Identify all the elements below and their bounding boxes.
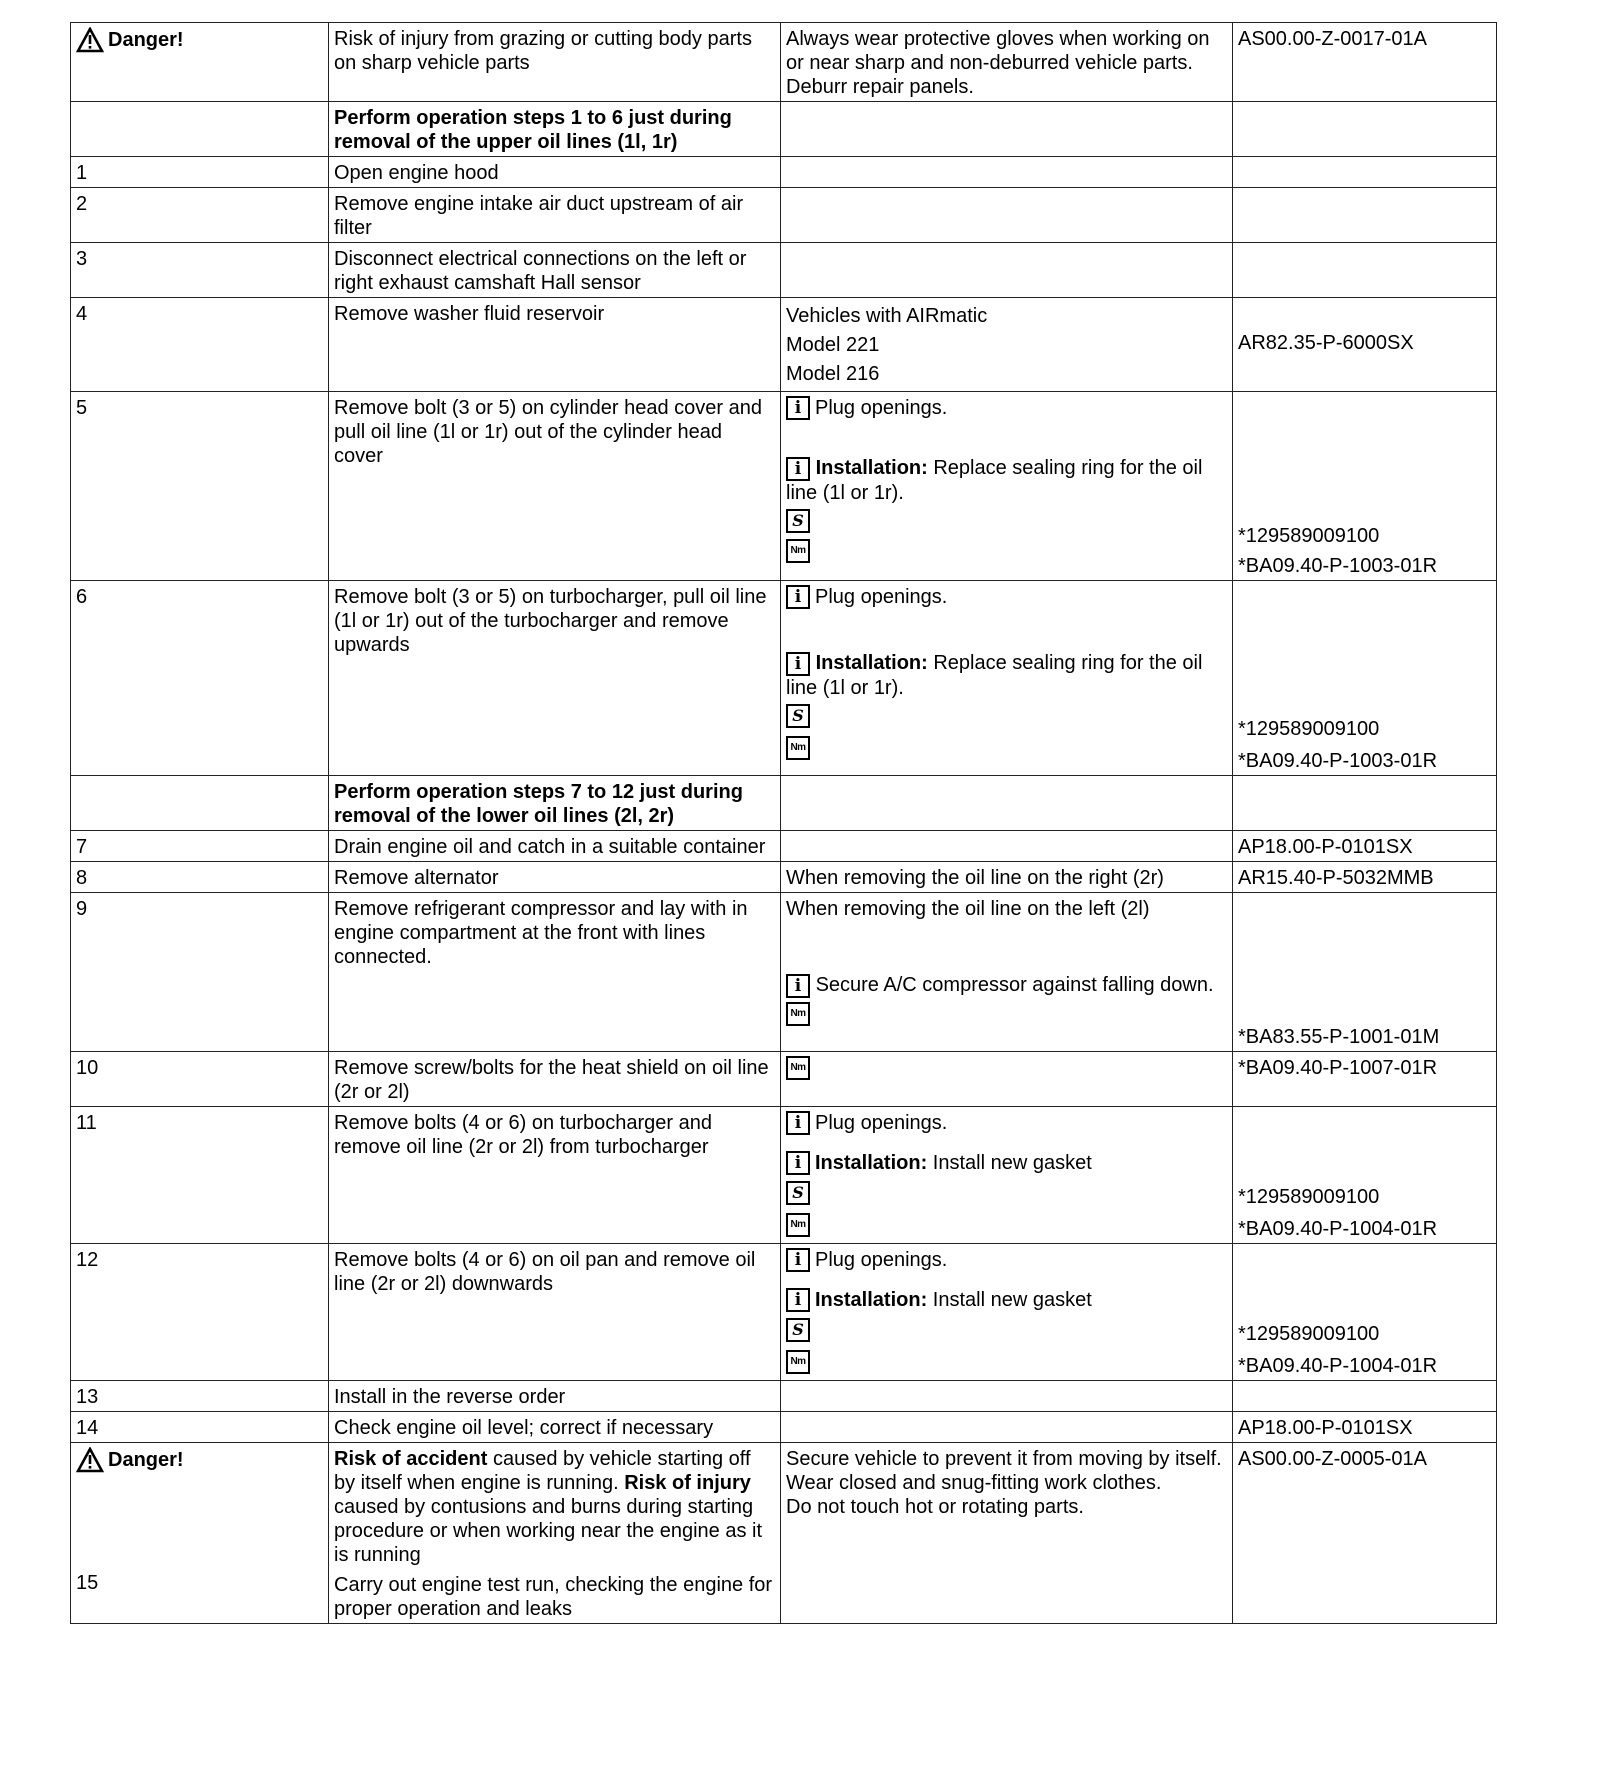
special-tool-icon: S: [786, 509, 810, 533]
step-text: Carry out engine test run, checking the engine for proper operation and leaks: [334, 1574, 773, 1620]
procedure-table: [70, 22, 1497, 1624]
step-text: Disconnect electrical connections on the left or right exhaust camshaft Hall sensor: [334, 248, 747, 294]
table-row: [71, 1052, 1497, 1107]
reference-link[interactable]: *129589009100: [1238, 718, 1380, 740]
reference-link[interactable]: *BA09.40-P-1004-01R: [1238, 1218, 1438, 1240]
installation-text: Install new gasket: [932, 1289, 1092, 1311]
reference-link[interactable]: AS00.00-Z-0005-01A: [1238, 1448, 1428, 1470]
reference-link[interactable]: *129589009100: [1238, 1186, 1380, 1208]
step-number: 13: [76, 1386, 99, 1408]
danger-label: Danger!: [108, 29, 184, 51]
torque-icon: Nm: [786, 736, 810, 760]
info-icon: i: [786, 396, 810, 420]
step-text: Remove washer fluid reservoir: [334, 303, 605, 325]
section-heading: Perform operation steps 7 to 12 just during removal of the lower oil lines (2l, 2r): [334, 781, 743, 827]
note: Wear closed and snug-fitting work clothes.: [786, 1472, 1162, 1494]
risk-bold: Risk of injury: [624, 1472, 751, 1494]
table-row: [71, 893, 1497, 1052]
step-number: 6: [76, 586, 88, 608]
note: Always wear protective gloves when working on or near sharp and non-deburred vehicle parts.: [786, 28, 1210, 74]
info-icon: i: [786, 974, 810, 998]
section-heading: Perform operation steps 1 to 6 just during removal of the upper oil lines (1l, 1r): [334, 107, 732, 153]
info-icon: i: [786, 1288, 810, 1312]
table-row: [71, 1443, 1497, 1624]
risk-bold: Risk of accident: [334, 1448, 488, 1470]
installation-text: Replace sealing ring for the oil line (1l or 1r).: [786, 457, 1203, 504]
step-number: 4: [76, 303, 88, 325]
table-row: [71, 1244, 1497, 1381]
step-number: 3: [76, 248, 88, 270]
step-number: 5: [76, 397, 88, 419]
table-row: [71, 776, 1497, 831]
step-number: 8: [76, 867, 88, 889]
note: Do not touch hot or rotating parts.: [786, 1496, 1084, 1518]
reference-link[interactable]: *BA09.40-P-1004-01R: [1238, 1355, 1438, 1377]
special-tool-icon: S: [786, 1181, 810, 1205]
table-row: [71, 862, 1497, 893]
reference-link[interactable]: *BA09.40-P-1003-01R: [1238, 750, 1438, 772]
table-row: [71, 392, 1497, 581]
step-text: Remove alternator: [334, 867, 499, 889]
risk-text-part: caused by contusions and burns during starting procedure or when working near the engine as it is running: [334, 1496, 763, 1566]
warning-triangle-icon: [76, 1447, 104, 1473]
risk-text-part: caused by vehicle starting off by itself when engine is running.: [334, 1448, 751, 1494]
installation-label: Installation:: [815, 1289, 928, 1311]
note: Plug openings.: [815, 397, 948, 419]
note: Model 216: [786, 363, 880, 385]
table-row: [71, 157, 1497, 188]
info-icon: i: [786, 457, 810, 481]
step-number: 2: [76, 193, 88, 215]
table-row: [71, 1412, 1497, 1443]
installation-label: Installation:: [815, 1152, 928, 1174]
step-number: 9: [76, 898, 88, 920]
note: Deburr repair panels.: [786, 76, 974, 98]
reference-link[interactable]: *129589009100: [1238, 525, 1380, 547]
reference-link[interactable]: AR82.35-P-6000SX: [1238, 332, 1414, 354]
reference-link[interactable]: *BA09.40-P-1003-01R: [1238, 555, 1438, 577]
torque-icon: Nm: [786, 1056, 810, 1080]
step-number: 15: [76, 1572, 99, 1594]
reference-link[interactable]: AR15.40-P-5032MMB: [1238, 867, 1434, 889]
table-row: [71, 1107, 1497, 1244]
special-tool-icon: S: [786, 704, 810, 728]
table-row: [71, 188, 1497, 243]
info-icon: i: [786, 1111, 810, 1135]
info-icon: i: [786, 1248, 810, 1272]
danger-label: Danger!: [108, 1449, 184, 1471]
note: When removing the oil line on the right (2r): [786, 867, 1164, 889]
note: Plug openings.: [815, 1112, 948, 1134]
step-number: 14: [76, 1417, 99, 1439]
reference-link[interactable]: *BA83.55-P-1001-01M: [1238, 1026, 1440, 1048]
step-text: Drain engine oil and catch in a suitable container: [334, 836, 766, 858]
step-text: Remove bolt (3 or 5) on turbocharger, pull oil line (1l or 1r) out of the turbocharger and remove upwards: [334, 586, 767, 656]
table-row: [71, 102, 1497, 157]
note: Plug openings.: [815, 1249, 948, 1271]
installation-text: Replace sealing ring for the oil line (1l or 1r).: [786, 652, 1203, 699]
step-text: Install in the reverse order: [334, 1386, 566, 1408]
table-row: [71, 243, 1497, 298]
torque-icon: Nm: [786, 539, 810, 563]
table-row: [71, 298, 1497, 392]
installation-label: Installation:: [815, 457, 928, 479]
special-tool-icon: S: [786, 1318, 810, 1342]
step-text: Open engine hood: [334, 162, 499, 184]
step-text: Remove engine intake air duct upstream of air filter: [334, 193, 744, 239]
step-number: 10: [76, 1057, 99, 1079]
step-number: 11: [76, 1112, 97, 1134]
note: Secure A/C compressor against falling down.: [815, 974, 1214, 996]
warning-triangle-icon: [76, 27, 104, 53]
step-text: Remove bolts (4 or 6) on oil pan and remove oil line (2r or 2l) downwards: [334, 1249, 756, 1295]
step-text: Remove bolts (4 or 6) on turbocharger and remove oil line (2r or 2l) from turbocharger: [334, 1112, 712, 1158]
table-row: [71, 1381, 1497, 1412]
installation-text: Install new gasket: [932, 1152, 1092, 1174]
reference-link[interactable]: AP18.00-P-0101SX: [1238, 1417, 1413, 1439]
note: Model 221: [786, 334, 880, 356]
step-text: Check engine oil level; correct if necessary: [334, 1417, 714, 1439]
step-number: 12: [76, 1249, 99, 1271]
step-text: Remove screw/bolts for the heat shield on oil line (2r or 2l): [334, 1057, 769, 1103]
note: Secure vehicle to prevent it from moving by itself.: [786, 1448, 1222, 1470]
table-row: [71, 831, 1497, 862]
info-icon: i: [786, 652, 810, 676]
step-text: Remove bolt (3 or 5) on cylinder head cover and pull oil line (1l or 1r) out of the cylinder head cover: [334, 397, 763, 467]
installation-label: Installation:: [815, 652, 928, 674]
info-icon: i: [786, 1151, 810, 1175]
torque-icon: Nm: [786, 1213, 810, 1237]
reference-link[interactable]: *BA09.40-P-1007-01R: [1238, 1057, 1438, 1079]
table-row: [71, 581, 1497, 776]
reference-link[interactable]: *129589009100: [1238, 1323, 1380, 1345]
torque-icon: Nm: [786, 1350, 810, 1374]
reference-link[interactable]: AS00.00-Z-0017-01A: [1238, 28, 1428, 50]
table-row: [71, 23, 1497, 102]
torque-icon: Nm: [786, 1002, 810, 1026]
danger-cell: [71, 23, 329, 102]
note: Plug openings.: [815, 586, 948, 608]
step-text: Remove refrigerant compressor and lay with in engine compartment at the front with lines connected.: [334, 898, 748, 968]
risk-text: Risk of injury from grazing or cutting body parts on sharp vehicle parts: [334, 28, 752, 74]
step-number: 7: [76, 836, 88, 858]
risk-text: [334, 1447, 775, 1567]
note: Vehicles with AIRmatic: [786, 305, 988, 327]
note: When removing the oil line on the left (2l): [786, 898, 1150, 920]
reference-link[interactable]: AP18.00-P-0101SX: [1238, 836, 1413, 858]
step-number: 1: [76, 162, 88, 184]
info-icon: i: [786, 585, 810, 609]
